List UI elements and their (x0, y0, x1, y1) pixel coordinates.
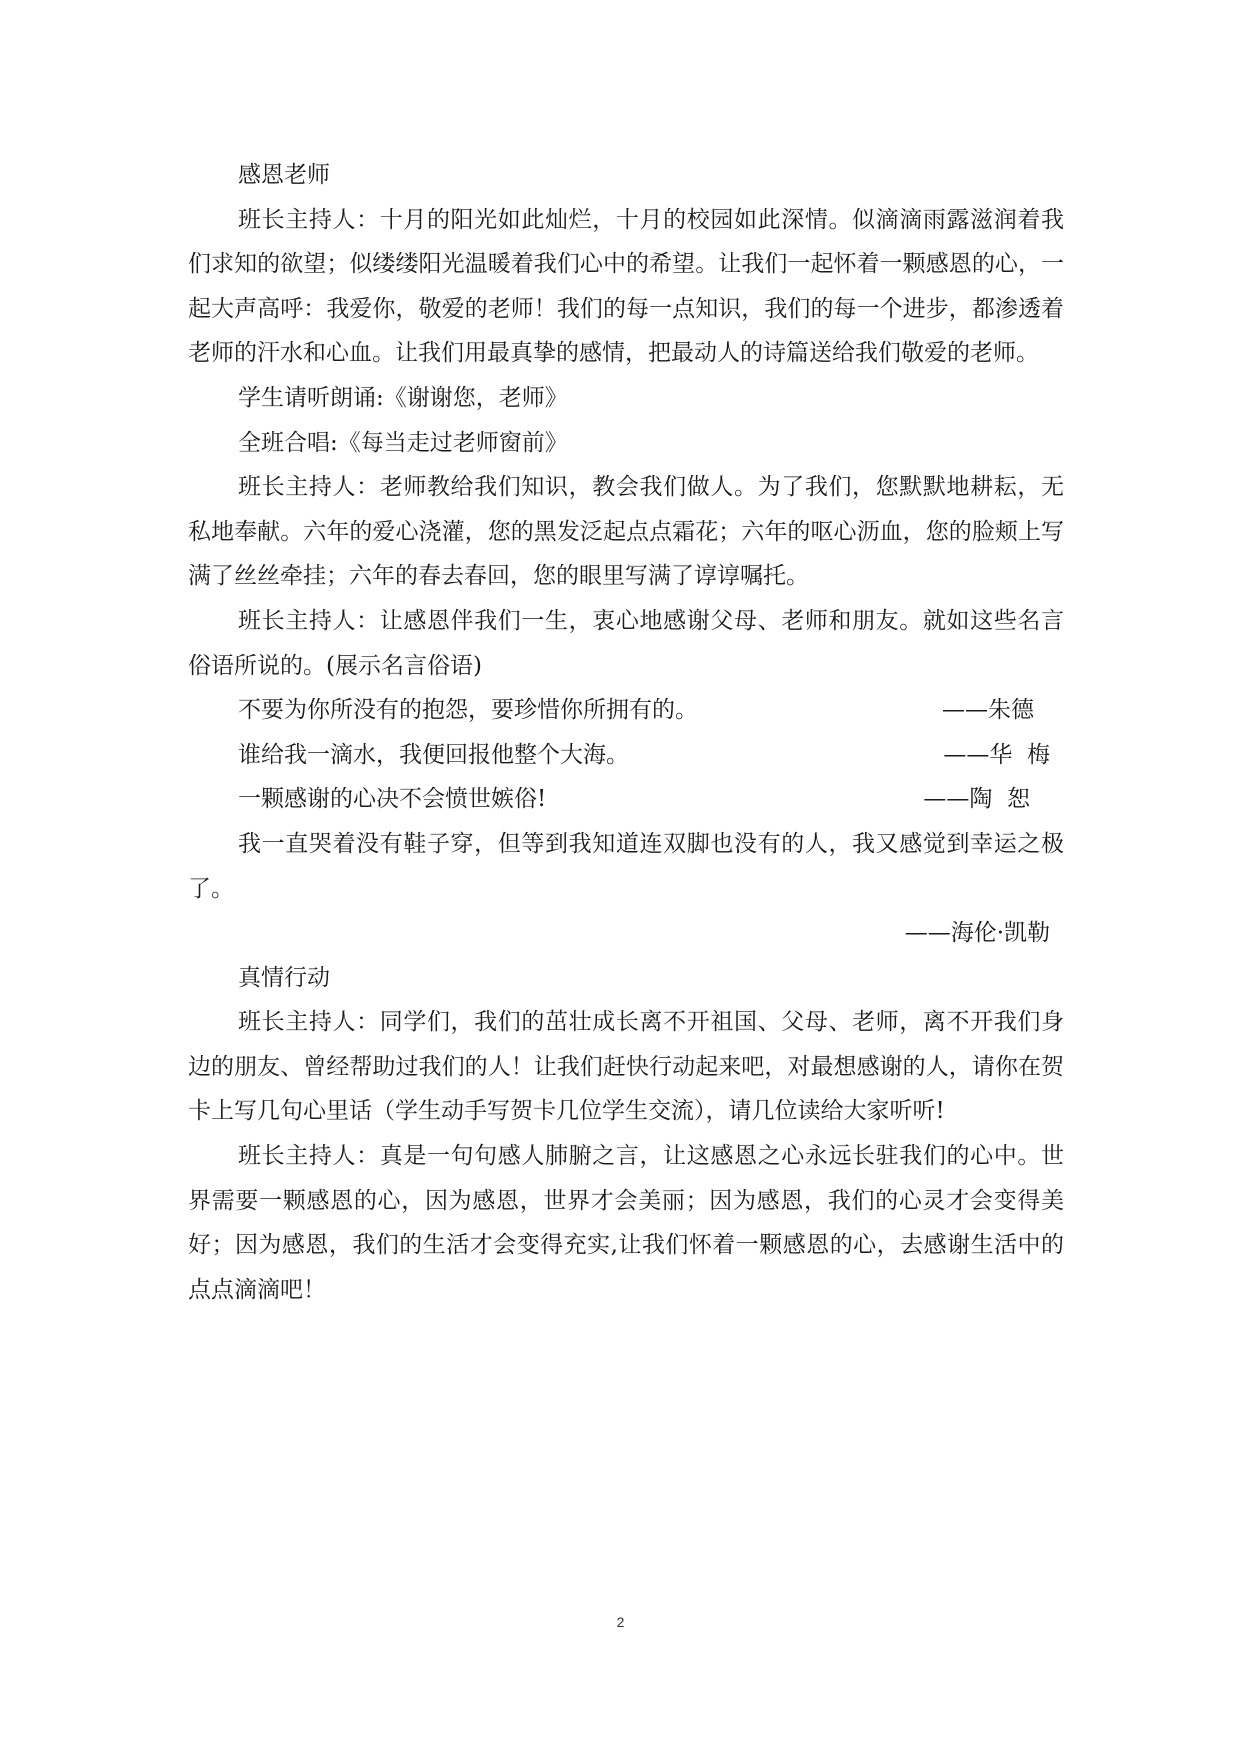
page-number: 2 (616, 1614, 625, 1630)
quote-line (188, 733, 1064, 778)
quote-line (188, 688, 1064, 733)
section-title-thank-teachers: 感恩老师 (238, 162, 330, 188)
paragraph-recitation: 学生请听朗诵:《谢谢您，老师》 (238, 384, 568, 411)
paragraph-host-intro: 班长主持人：十月的阳光如此灿烂，十月的校园如此深情。似滴滴雨露滋润着我们求知的欲望；似缕缕阳光温暖着我们心中的希望。让我们一起怀着一颗感恩的心，一起大声高呼：我爱你，敬爱的老师！我们的每一点知识，我们的每一个进步，都渗透着老师的汗水和心血。让我们用最真挚的感情，把最动人的诗篇送给我们敬爱的老师。 (188, 206, 1064, 367)
paragraph-host-cards: 班长主持人：同学们，我们的茁壮成长离不开祖国、父母、老师，离不开我们身边的朋友、曾经帮助过我们的人！让我们赶快行动起来吧，对最想感谢的人，请你在贺卡上写几句心里话（学生动手写贺卡几位学生交流），请几位读给大家听听! (188, 1009, 1064, 1125)
quote-text-helen-keller: 我一直哭着没有鞋子穿，但等到我知道连双脚也没有的人，我又感觉到幸运之极了。 (188, 830, 1064, 902)
quote-text: 一颗感谢的心决不会愤世嫉俗! (238, 786, 547, 813)
section-title-action: 真情行动 (238, 964, 330, 991)
quote-line (188, 777, 1064, 822)
quote-author: ——陶 恕 (923, 786, 1030, 813)
paragraph-host-teachers: 班长主持人：老师教给我们知识，教会我们做人。为了我们，您默默地耕耘，无私地奉献。六年的爱心浇灌，您的黑发泛起点点霜花；六年的呕心沥血，您的脸颊上写满了丝丝牵挂；六年的春去春回，您的眼里写满了谆谆嘱托。 (188, 474, 1064, 590)
quote-text: 不要为你所没有的抱怨，要珍惜你所拥有的。 (238, 697, 698, 724)
quote-text: 谁给我一滴水，我便回报他整个大海。 (238, 741, 629, 768)
document-body (188, 153, 1064, 1312)
paragraph-host-quotes: 班长主持人：让感恩伴我们一生，衷心地感谢父母、老师和朋友。就如这些名言俗语所说的。(展示名言俗语) (188, 607, 1064, 679)
quote-author: ——华 梅 (943, 741, 1050, 768)
paragraph-chorus: 全班合唱:《每当走过老师窗前》 (238, 429, 568, 456)
quote-author: ——朱德 (942, 697, 1034, 724)
paragraph-host-closing: 班长主持人：真是一句句感人肺腑之言，让这感恩之心永远长驻我们的心中。世界需要一颗感恩的心，因为感恩，世界才会美丽；因为感恩，我们的心灵才会变得美好；因为感恩，我们的生活才会变得充实,让我们怀着一颗感恩的心，去感谢生活中的点点滴滴吧！ (188, 1143, 1064, 1303)
quote-author-helen-keller: ——海伦·凯勒 (904, 920, 1050, 947)
